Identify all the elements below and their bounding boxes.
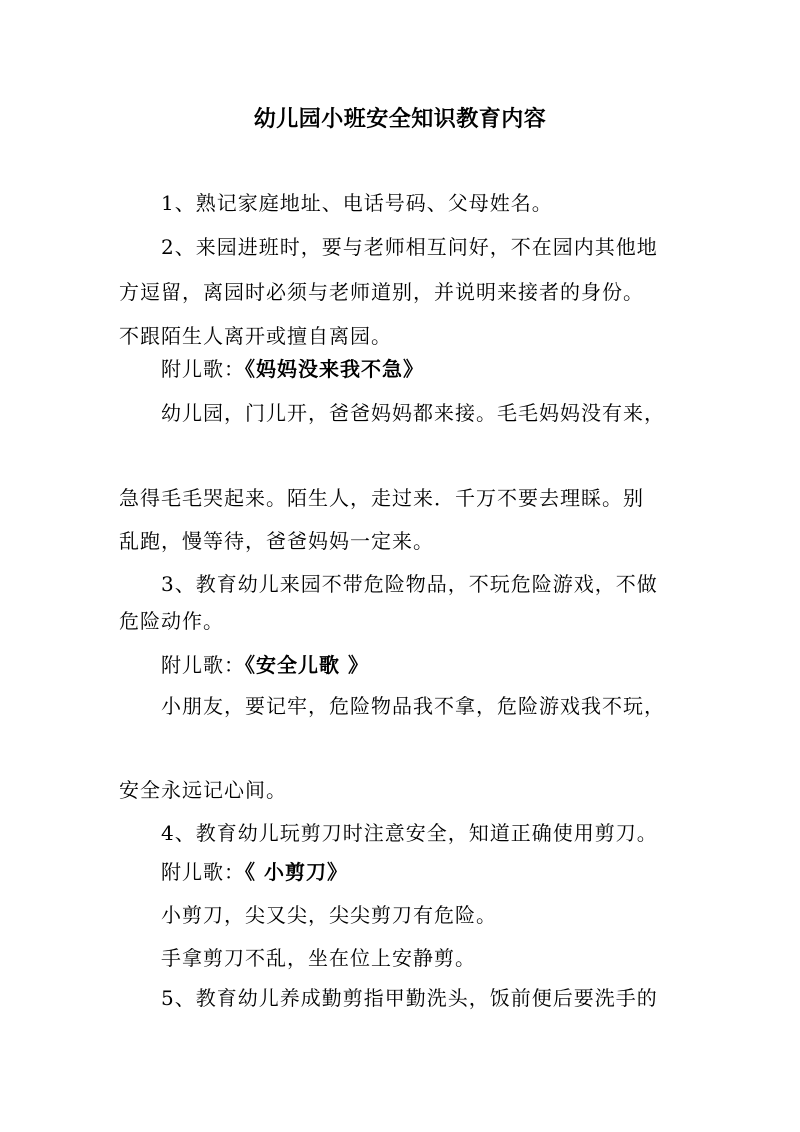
paragraph-line: 危险动作。: [119, 609, 224, 633]
song-line: 小剪刀，尖又尖，尖尖剪刀有危险。: [161, 903, 497, 927]
paragraph-line: 方逗留，离园时必须与老师道别，并说明来接者的身份。: [119, 280, 644, 304]
song-title: 《妈妈没来我不急》: [245, 357, 424, 381]
song-prefix: 附儿歌：: [161, 860, 245, 884]
song-line: 手拿剪刀不乱，坐在位上安静剪。: [161, 946, 476, 970]
song-heading: [161, 651, 369, 679]
song-line: 急得毛毛哭起来。陌生人，走过来．千万不要去理睬。别: [119, 486, 644, 510]
song-prefix: 附儿歌：: [161, 653, 245, 677]
song-prefix: 附儿歌：: [161, 357, 245, 381]
song-title: 《 小剪刀》: [245, 860, 348, 884]
song-heading: [161, 858, 348, 886]
page-title: 幼儿园小班安全知识教育内容: [253, 106, 547, 132]
song-line: 幼儿园，门儿开，爸爸妈妈都来接。毛毛妈妈没有来，: [161, 401, 665, 425]
song-heading: [161, 355, 424, 383]
song-title: 《安全儿歌 》: [245, 653, 369, 677]
paragraph-line: 不跟陌生人离开或擅自离园。: [119, 324, 392, 348]
paragraph-line: 5、教育幼儿养成勤剪指甲勤洗头，饭前便后要洗手的: [161, 986, 658, 1010]
song-line: 乱跑，慢等待，爸爸妈妈一定来。: [119, 529, 434, 553]
paragraph-line: 4、教育幼儿玩剪刀时注意安全，知道正确使用剪刀。: [161, 821, 658, 845]
song-line: 安全永远记心间。: [119, 778, 287, 802]
song-line: 小朋友，要记牢，危险物品我不拿，危险游戏我不玩，: [161, 694, 665, 718]
paragraph-line: 3、教育幼儿来园不带危险物品，不玩危险游戏，不做: [161, 572, 658, 596]
paragraph-line: 1、熟记家庭地址、电话号码、父母姓名。: [161, 191, 553, 215]
paragraph-line: 2、来园进班时，要与老师相互问好，不在园内其他地: [161, 235, 658, 259]
